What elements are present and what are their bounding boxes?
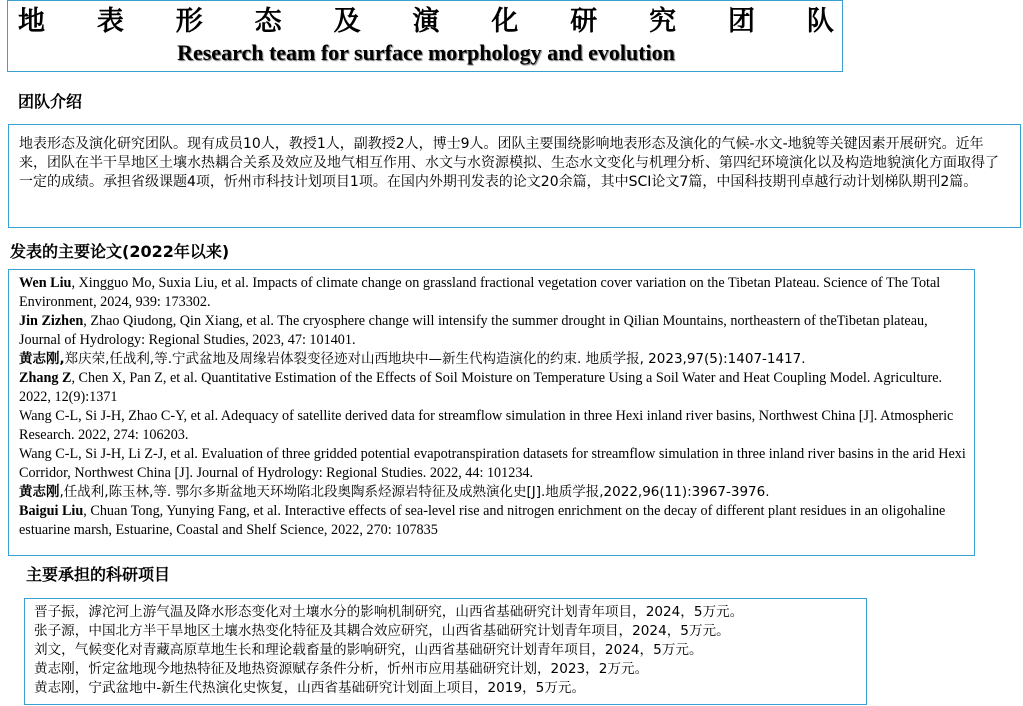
project-item: 黄志刚，忻定盆地现今地热特征及地热资源赋存条件分析，忻州市应用基础研究计划，2023，2万元。 [34, 661, 649, 677]
paper-lead-author: Jin Zizhen [19, 313, 84, 329]
title-char: 及 [333, 6, 361, 37]
paper-lead-author: Baigui Liu [19, 503, 84, 519]
paper-lead-author: Zhang Z [19, 370, 72, 386]
projects-box [24, 598, 867, 705]
paper-citation: Wang C-L, Si J-H, Zhao C-Y, et al. Adequacy of satellite derived data for streamflow simulation in three Hexi inland river basins, Northwest China [J]. Atmospheric Research. 2022, 274: 106203. [19, 408, 954, 443]
paper-citation: , Chen X, Pan Z, et al. Quantitative Estimation of the Effects of Soil Moisture on Temperature Using a Soil Water and Heat Coupling Model. Agriculture. 2022, 12(9):1371 [19, 370, 943, 405]
paper-item [19, 350, 969, 369]
paper-lead-author: Wen Liu [19, 275, 72, 291]
title-char: 队 [806, 6, 834, 37]
page-title-chinese [18, 5, 834, 39]
papers-list [19, 274, 969, 540]
projects-list [34, 603, 859, 698]
intro-text: 地表形态及演化研究团队。现有成员10人，教授1人，副教授2人，博士9人。团队主要围绕影响地表形态及演化的气候-水文-地貌等关键因素开展研究。近年来，团队在半干旱地区土壤水热耦合关系及效应及地气相互作用、水文与水资源模拟、生态水文变化与机理分析、第四纪环境演化以及构造地貌演化方面取得了一定的成绩。承担省级课题4项，忻州市科技计划项目1项。在国内外期刊发表的论文20余篇，其中SCI论文7篇，中国科技期刊卓越行动计划梯队期刊2篇。 [19, 136, 999, 190]
title-banner [7, 0, 843, 72]
title-char: 研 [570, 6, 598, 37]
intro-box [8, 124, 1021, 228]
title-char: 态 [254, 6, 282, 37]
title-char: 化 [491, 6, 519, 37]
project-item: 黄志刚，宁武盆地中-新生代热演化史恢复，山西省基础研究计划面上项目，2019，5万元。 [34, 680, 586, 696]
paper-item [19, 274, 969, 312]
page-title-english: Research team for surface morphology and evolution [177, 40, 675, 65]
paper-item [19, 483, 969, 502]
paper-item [19, 369, 969, 407]
paper-citation: 郑庆荣,任战利,等.宁武盆地及周缘岩体裂变径迹对山西地块中—新生代构造演化的约束. 地质学报, 2023,97(5):1407-1417. [64, 351, 806, 367]
paper-item [19, 312, 969, 350]
paper-citation: , Zhao Qiudong, Qin Xiang, et al. The cryosphere change will intensify the summer drought in Qilian Mountains, northeastern of theTibetan plateau, Journal of Hydrology: Regional Studies, 2023, 47: 101401. [19, 313, 928, 348]
title-char: 形 [175, 6, 203, 37]
title-char: 演 [412, 6, 440, 37]
section-heading-papers: 发表的主要论文(2022年以来) [10, 242, 230, 261]
paper-citation: ,任战利,陈玉林,等. 鄂尔多斯盆地天环坳陷北段奥陶系烃源岩特征及成熟演化史[J].地质学报,2022,96(11):3967-3976. [59, 484, 770, 500]
paper-citation: , Chuan Tong, Yunying Fang, et al. Interactive effects of sea-level rise and nitrogen enrichment on the decay of different plant residues in an oligohaline estuarine marsh, Estuarine, Coastal and Shelf Science, 2022, 270: 107835 [19, 503, 946, 538]
project-item: 刘文，气候变化对青藏高原草地生长和理论载畜量的影响研究，山西省基础研究计划青年项目，2024，5万元。 [34, 642, 703, 658]
paper-item [19, 445, 969, 483]
title-char: 究 [649, 6, 677, 37]
paper-item [19, 502, 969, 540]
paper-citation: Wang C-L, Si J-H, Li Z-J, et al. Evaluation of three gridded potential evapotranspiration datasets for streamflow simulation in three inland river basins in the arid Hexi Corridor, Northwest China [J]. Journal of Hydrology: Regional Studies. 2022, 44: 101234. [19, 446, 966, 481]
section-heading-projects: 主要承担的科研项目 [26, 565, 171, 584]
paper-lead-author: 黄志刚 [19, 484, 60, 500]
project-item: 张子源，中国北方半干旱地区土壤水热变化特征及其耦合效应研究，山西省基础研究计划青年项目，2024，5万元。 [34, 623, 730, 639]
title-char: 团 [728, 6, 756, 37]
title-char: 地 [18, 6, 45, 37]
papers-box [8, 269, 975, 556]
paper-item [19, 407, 969, 445]
section-heading-intro: 团队介绍 [18, 92, 83, 111]
project-item: 晋子振，滹沱河上游气温及降水形态变化对土壤水分的影响机制研究，山西省基础研究计划青年项目，2024，5万元。 [34, 604, 744, 620]
title-char: 表 [96, 6, 124, 37]
paper-lead-author: 黄志刚, [19, 351, 65, 367]
paper-citation: , Xingguo Mo, Suxia Liu, et al. Impacts of climate change on grassland fractional vegetation cover variation on the Tibetan Plateau. Science of The Total Environment, 2024, 939: 173302. [19, 275, 941, 310]
